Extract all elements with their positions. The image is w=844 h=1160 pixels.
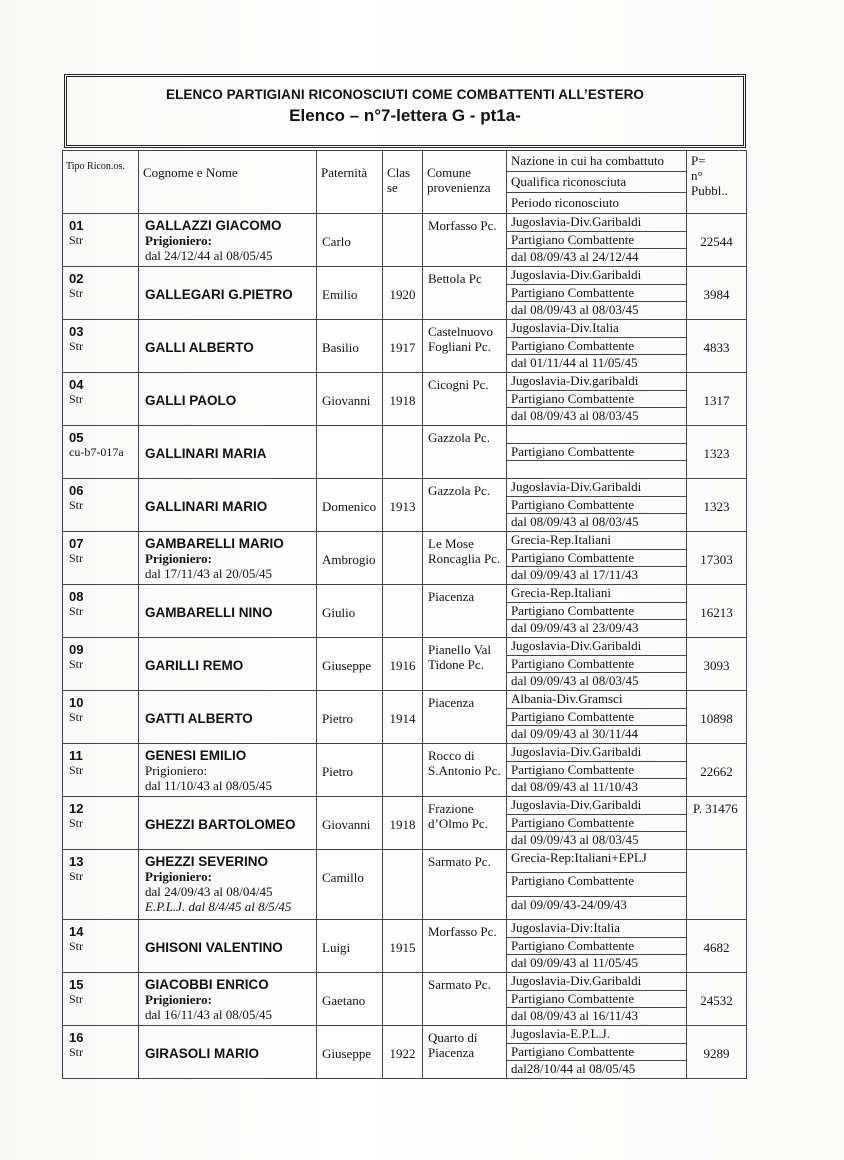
row-qualifica: Partigiano Combattente xyxy=(507,656,686,674)
row-qualifica: Partigiano Combattente xyxy=(507,232,686,250)
row-service-group xyxy=(507,373,686,425)
row-number-cell xyxy=(63,744,138,778)
row-paternita: Luigi xyxy=(322,940,351,955)
row-pubbl: 3093 xyxy=(703,658,730,673)
row-paternita: Giovanni xyxy=(322,393,371,408)
row-tipo: Str xyxy=(69,939,84,953)
row-name-cell xyxy=(139,214,316,263)
row-qualifica: Partigiano Combattente xyxy=(507,603,686,621)
row-number: 04 xyxy=(69,377,84,392)
table-row xyxy=(63,920,747,973)
row-number: 05 xyxy=(69,430,84,445)
table-body xyxy=(63,214,747,1079)
row-periodo: dal 08/09/43 al 24/12/44 xyxy=(511,249,639,265)
row-name-cell xyxy=(139,426,316,461)
row-paternita: Giovanni xyxy=(322,817,371,832)
row-number-cell xyxy=(63,850,138,884)
row-nazione: Jugoslavia-Div.Italia xyxy=(507,320,686,338)
row-qualifica: Partigiano Combattente xyxy=(507,762,686,780)
row-name: GHEZZI BARTOLOMEO xyxy=(145,817,296,832)
row-prigioniero: Prigioniero: xyxy=(145,869,212,884)
row-paternita: Pietro xyxy=(322,764,354,779)
row-qualifica: Partigiano Combattente xyxy=(507,391,686,409)
row-name: GARILLI REMO xyxy=(145,658,244,673)
row-service-group xyxy=(507,744,686,796)
row-nazione: Grecia-Rep.Italiani xyxy=(507,532,686,550)
row-name: GALLINARI MARIO xyxy=(145,499,268,514)
row-service-group xyxy=(507,214,686,266)
row-periodo: dal28/10/44 al 08/05/45 xyxy=(511,1061,636,1077)
row-tipo: Str xyxy=(69,498,84,512)
row-nazione: Jugoslavia-Div.Garibaldi xyxy=(507,479,686,497)
header-pubbl-3: Pubbl.. xyxy=(691,183,728,198)
row-classe xyxy=(383,850,422,870)
row-number: 07 xyxy=(69,536,84,551)
row-qualifica: Partigiano Combattente xyxy=(507,873,686,896)
row-classe: 1918 xyxy=(389,817,416,832)
row-service-group xyxy=(507,479,686,531)
header-paternita: Paternità xyxy=(321,165,368,180)
row-qualifica: Partigiano Combattente xyxy=(507,1044,686,1062)
row-tipo: Str xyxy=(69,551,84,565)
row-classe: 1915 xyxy=(389,940,416,955)
table-row xyxy=(63,426,747,479)
row-pubbl: 17303 xyxy=(700,552,733,567)
table-row xyxy=(63,214,747,267)
row-comune: Castelnuovo Fogliani Pc. xyxy=(428,324,493,354)
header-nazione-group xyxy=(507,151,686,213)
row-prigioniero: Prigioniero: xyxy=(145,992,212,1007)
row-paternita: Ambrogio xyxy=(322,552,376,567)
row-tipo: Str xyxy=(69,339,84,353)
row-name-cell xyxy=(139,320,316,355)
table-row xyxy=(63,585,747,638)
row-number-cell xyxy=(63,638,138,672)
row-comune: Piacenza xyxy=(428,589,475,604)
header-pubbl xyxy=(687,151,746,198)
row-name: GATTI ALBERTO xyxy=(145,711,253,726)
row-tipo: Str xyxy=(69,763,84,777)
table-row xyxy=(63,1026,747,1079)
row-periodo: dal 01/11/44 al 11/05/45 xyxy=(511,355,638,371)
row-pubbl: 22544 xyxy=(700,234,733,249)
row-name: GALLINARI MARIA xyxy=(145,446,267,461)
row-paternita: Gaetano xyxy=(322,993,366,1008)
row-tipo: Str xyxy=(69,816,84,830)
row-number-cell xyxy=(63,585,138,619)
row-number-cell xyxy=(63,691,138,725)
row-comune: Pianello Val Tidone Pc. xyxy=(428,642,491,672)
page-title: ELENCO PARTIGIANI RICONOSCIUTI COME COMBATTENTI ALL’ESTERO xyxy=(165,87,645,102)
row-number: 09 xyxy=(69,642,84,657)
row-classe xyxy=(383,744,422,764)
row-name: GALLI ALBERTO xyxy=(145,340,254,355)
header-cognome: Cognome e Nome xyxy=(143,165,238,180)
row-qualifica: Partigiano Combattente xyxy=(507,550,686,568)
row-comune: Piacenza xyxy=(428,695,475,710)
row-pubbl: 1317 xyxy=(703,393,730,408)
row-comune: Frazione d’Olmo Pc. xyxy=(428,801,488,831)
row-periodo: dal 08/09/43 al 11/10/43 xyxy=(511,779,638,795)
row-number: 15 xyxy=(69,977,84,992)
row-service-group xyxy=(507,797,686,849)
row-qualifica: Partigiano Combattente xyxy=(507,991,686,1009)
row-service-group xyxy=(507,320,686,372)
row-number: 03 xyxy=(69,324,84,339)
row-name-cell xyxy=(139,479,316,514)
row-number-cell xyxy=(63,532,138,566)
table-row xyxy=(63,638,747,691)
row-number-cell xyxy=(63,214,138,248)
row-pubbl: 22662 xyxy=(700,764,733,779)
row-name-cell xyxy=(139,585,316,620)
row-number-cell xyxy=(63,973,138,1007)
row-number-cell xyxy=(63,1026,138,1060)
header-pubbl-2: n° xyxy=(691,168,703,183)
header-comune: Comune provenienza xyxy=(427,165,491,195)
row-periodo: dal 09/09/43 al 11/05/45 xyxy=(511,955,638,971)
row-comune: Morfasso Pc. xyxy=(428,218,497,233)
row-name: GALLEGARI G.PIETRO xyxy=(145,287,293,302)
row-nazione: Jugoslavia-Div.Garibaldi xyxy=(507,638,686,656)
header-pubbl-1: P= xyxy=(691,153,706,168)
row-paternita: Basilio xyxy=(322,340,359,355)
header-periodo: Periodo riconosciuto xyxy=(511,195,619,210)
row-service-group xyxy=(507,920,686,972)
row-paternita: Giulio xyxy=(322,605,356,620)
row-name-cell xyxy=(139,920,316,955)
row-qualifica: Partigiano Combattente xyxy=(507,815,686,833)
row-number-cell xyxy=(63,797,138,831)
row-nazione: Jugoslavia-Div.Garibaldi xyxy=(507,973,686,991)
row-name-cell xyxy=(139,850,316,914)
row-nazione: Jugoslavia-Div.Garibaldi xyxy=(507,797,686,815)
row-prigioniero: Prigioniero: xyxy=(145,551,212,566)
row-periodo xyxy=(507,461,686,478)
row-name: GALLI PAOLO xyxy=(145,393,237,408)
row-service-group xyxy=(507,267,686,319)
row-tipo: Str xyxy=(69,604,84,618)
row-nazione: Albania-Div.Gramsci xyxy=(507,691,686,709)
row-name-cell xyxy=(139,373,316,408)
title-box xyxy=(64,74,746,148)
row-classe: 1922 xyxy=(389,1046,416,1061)
row-comune: Quarto di Piacenza xyxy=(428,1030,478,1060)
header-qualifica: Qualifica riconosciuta xyxy=(507,172,686,193)
row-name: GIACOBBI ENRICO xyxy=(145,977,269,992)
row-prigioniero: Prigioniero: xyxy=(145,763,208,778)
row-name: GENESI EMILIO xyxy=(145,748,247,763)
row-periodo: dal 08/09/43 al 08/03/45 xyxy=(511,408,639,424)
row-periodo: dal 08/09/43 al 08/03/45 xyxy=(511,514,639,530)
row-classe: 1918 xyxy=(389,393,416,408)
page-subtitle: Elenco – n°7-lettera G - pt1a- xyxy=(289,106,521,125)
row-nazione: Grecia-Rep.Italiani xyxy=(507,585,686,603)
row-classe xyxy=(383,214,422,234)
row-nazione: Jugoslavia-Div.Garibaldi xyxy=(507,267,686,285)
row-prigioniero-period: dal 11/10/43 al 08/05/45 xyxy=(145,778,272,793)
row-tipo: Str xyxy=(69,710,84,724)
row-pubbl: 4682 xyxy=(703,940,730,955)
row-nazione xyxy=(507,426,686,444)
row-service-group xyxy=(507,638,686,690)
row-tipo: Str xyxy=(69,992,84,1006)
row-number: 12 xyxy=(69,801,84,816)
row-nazione: Jugoslavia-Div.Garibaldi xyxy=(507,214,686,232)
row-periodo: dal 08/09/43 al 16/11/43 xyxy=(511,1008,638,1024)
row-periodo: dal 09/09/43 al 08/03/45 xyxy=(511,673,639,689)
row-number: 02 xyxy=(69,271,84,286)
row-nazione: Jugoslavia-Div.Garibaldi xyxy=(507,744,686,762)
row-tipo: Str xyxy=(69,1045,84,1059)
row-number: 16 xyxy=(69,1030,84,1045)
row-comune: Sarmato Pc. xyxy=(428,854,491,869)
row-periodo: dal 09/09/43-24/09/43 xyxy=(511,896,627,912)
row-pubbl: 16213 xyxy=(700,605,733,620)
row-comune: Morfasso Pc. xyxy=(428,924,497,939)
row-pubbl: 10898 xyxy=(700,711,733,726)
row-number-cell xyxy=(63,479,138,513)
row-number: 10 xyxy=(69,695,84,710)
row-number: 11 xyxy=(69,748,83,763)
row-service-group xyxy=(507,973,686,1025)
row-comune: Gazzola Pc. xyxy=(428,483,491,498)
row-service-group xyxy=(507,691,686,743)
row-name-cell xyxy=(139,638,316,673)
row-qualifica: Partigiano Combattente xyxy=(507,709,686,727)
table-row xyxy=(63,267,747,320)
row-classe: 1916 xyxy=(389,658,416,673)
row-paternita: Emilio xyxy=(322,287,358,302)
row-pubbl: 3984 xyxy=(703,287,730,302)
row-comune: Gazzola Pc. xyxy=(428,430,491,445)
row-number: 13 xyxy=(69,854,84,869)
row-nazione: Jugoslavia-Div:Italia xyxy=(507,920,686,938)
row-prigioniero-period: dal 16/11/43 al 08/05/45 xyxy=(145,1007,272,1022)
row-paternita: Camillo xyxy=(322,870,364,885)
row-number: 14 xyxy=(69,924,84,939)
row-name: GAMBARELLI NINO xyxy=(145,605,273,620)
row-comune: Le Mose Roncaglia Pc. xyxy=(428,536,501,566)
row-classe: 1920 xyxy=(389,287,416,302)
row-periodo: dal 09/09/43 al 17/11/43 xyxy=(511,567,638,583)
row-classe: 1913 xyxy=(389,499,416,514)
row-tipo: Str xyxy=(69,657,84,671)
partisan-table xyxy=(62,150,747,1079)
row-number-cell xyxy=(63,426,138,460)
row-name: GALLAZZI GIACOMO xyxy=(145,218,282,233)
row-name-cell xyxy=(139,1026,316,1061)
table-row xyxy=(63,973,747,1026)
row-pubbl: 1323 xyxy=(703,446,730,461)
row-nazione: Jugoslavia-E.P.L.J. xyxy=(507,1026,686,1044)
row-name-cell xyxy=(139,797,316,832)
row-paternita: Giuseppe xyxy=(322,1046,372,1061)
row-qualifica: Partigiano Combattente xyxy=(507,285,686,303)
row-comune: Bettola Pc xyxy=(428,271,482,286)
row-service-group xyxy=(507,1026,686,1078)
row-qualifica: Partigiano Combattente xyxy=(507,938,686,956)
row-periodo: dal 09/09/43 al 08/03/45 xyxy=(511,832,639,848)
row-name: GHISONI VALENTINO xyxy=(145,940,283,955)
row-number-cell xyxy=(63,920,138,954)
row-comune: Rocco di S.Antonio Pc. xyxy=(428,748,501,778)
row-tipo: Str xyxy=(69,869,84,883)
header-classe: Clas se xyxy=(387,165,411,195)
row-tipo: cu-b7-017a xyxy=(69,445,124,459)
table-row xyxy=(63,479,747,532)
row-tipo: Str xyxy=(69,392,84,406)
row-paternita: Pietro xyxy=(322,711,354,726)
row-periodo: dal 09/09/43 al 23/09/43 xyxy=(511,620,639,636)
table-row xyxy=(63,850,747,920)
row-name-cell xyxy=(139,267,316,302)
row-paternita xyxy=(317,426,382,446)
row-number-cell xyxy=(63,373,138,407)
row-pubbl: 4833 xyxy=(703,340,730,355)
row-prigioniero-period: dal 24/09/43 al 08/04/45 xyxy=(145,884,273,899)
row-name-cell xyxy=(139,744,316,793)
row-pubbl: 9289 xyxy=(703,1046,730,1061)
row-qualifica: Partigiano Combattente xyxy=(507,338,686,356)
row-tipo: Str xyxy=(69,233,84,247)
row-pubbl: P. 31476 xyxy=(693,801,738,816)
row-pubbl: 24532 xyxy=(700,993,733,1008)
row-qualifica: Partigiano Combattente xyxy=(507,444,686,462)
row-classe: 1917 xyxy=(389,340,416,355)
row-comune: Cicogni Pc. xyxy=(428,377,489,392)
row-qualifica: Partigiano Combattente xyxy=(507,497,686,515)
row-prigioniero: Prigioniero: xyxy=(145,233,212,248)
row-classe xyxy=(383,973,422,993)
row-pubbl xyxy=(687,850,746,870)
table-header xyxy=(63,151,747,214)
row-service-group xyxy=(507,585,686,637)
table-row xyxy=(63,320,747,373)
row-paternita: Giuseppe xyxy=(322,658,372,673)
row-name: GHEZZI SEVERINO xyxy=(145,854,269,869)
row-name-cell xyxy=(139,973,316,1022)
row-periodo: dal 09/09/43 al 30/11/44 xyxy=(511,726,638,742)
row-number-cell xyxy=(63,320,138,354)
table-row xyxy=(63,797,747,850)
row-nazione: Grecia-Rep:Italiani+EPLJ xyxy=(507,850,686,873)
row-service-group xyxy=(507,426,686,478)
row-prigioniero-period: dal 17/11/43 al 20/05/45 xyxy=(145,566,272,581)
row-comune: Sarmato Pc. xyxy=(428,977,491,992)
table-row xyxy=(63,373,747,426)
row-name: GAMBARELLI MARIO xyxy=(145,536,284,551)
row-periodo: dal 08/09/43 al 08/03/45 xyxy=(511,302,639,318)
table-row xyxy=(63,532,747,585)
table-row xyxy=(63,744,747,797)
row-number: 01 xyxy=(69,218,84,233)
header-nazione: Nazione in cui ha combattuto xyxy=(507,151,686,172)
row-tipo: Str xyxy=(69,286,84,300)
header-tipo: Tipo Ricon.os. xyxy=(66,161,125,172)
table-row xyxy=(63,691,747,744)
row-name-cell xyxy=(139,532,316,581)
row-paternita: Domenico xyxy=(322,499,377,514)
row-classe xyxy=(383,585,422,605)
row-number: 08 xyxy=(69,589,84,604)
row-classe xyxy=(383,426,422,446)
row-service-group xyxy=(507,850,686,919)
row-nazione: Jugoslavia-Div.garibaldi xyxy=(507,373,686,391)
row-number-cell xyxy=(63,267,138,301)
row-number: 06 xyxy=(69,483,84,498)
row-prigioniero-period: dal 24/12/44 al 08/05/45 xyxy=(145,248,273,263)
row-service-group xyxy=(507,532,686,584)
row-name: GIRASOLI MARIO xyxy=(145,1046,259,1061)
row-note: E.P.L.J. dal 8/4/45 al 8/5/45 xyxy=(145,899,292,914)
row-classe xyxy=(383,532,422,552)
row-name-cell xyxy=(139,691,316,726)
row-classe: 1914 xyxy=(389,711,416,726)
row-pubbl: 1323 xyxy=(703,499,730,514)
row-paternita: Carlo xyxy=(322,234,351,249)
